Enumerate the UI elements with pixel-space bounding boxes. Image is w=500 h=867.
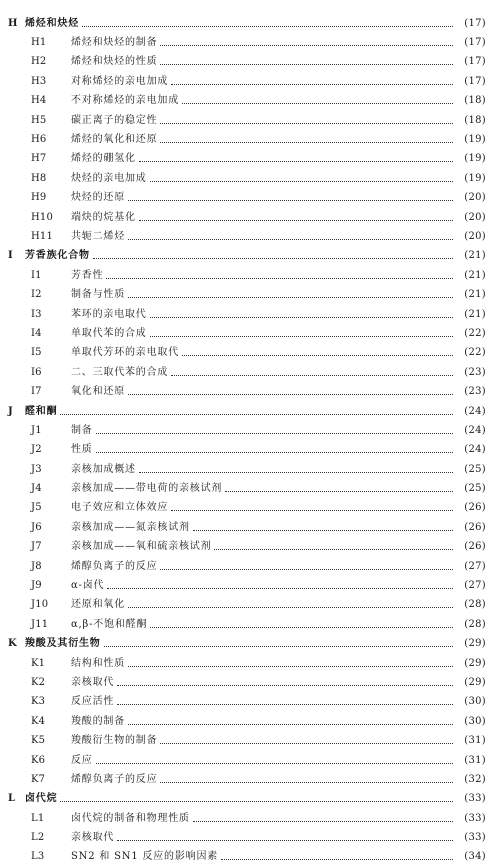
entry-code: H3: [31, 75, 47, 87]
entry-code: I2: [31, 289, 42, 301]
page-number: (33): [464, 832, 486, 844]
entry-code: J5: [31, 502, 42, 514]
entry-code: H6: [31, 134, 47, 146]
toc-entry-row[interactable]: [8, 557, 486, 576]
entry-code: K7: [31, 773, 46, 785]
dot-leader: [150, 626, 453, 628]
toc-entry-row[interactable]: [8, 809, 486, 828]
page-number: (32): [464, 773, 486, 785]
dot-leader: [160, 122, 453, 124]
entry-title: 电子效应和立体效应: [71, 502, 169, 514]
page-number: (21): [464, 250, 486, 262]
dot-leader: [150, 180, 453, 182]
section-code: K: [8, 638, 17, 650]
dot-leader: [106, 277, 453, 279]
toc-entry-row[interactable]: [8, 324, 486, 343]
dot-leader: [139, 160, 453, 162]
entry-code: K3: [31, 696, 46, 708]
page-number: (33): [464, 812, 486, 824]
toc-entry-row[interactable]: [8, 673, 486, 692]
entry-title: α-卤代: [71, 580, 105, 592]
entry-code: J9: [31, 580, 42, 592]
entry-code: K2: [31, 676, 46, 688]
page-number: (30): [464, 715, 486, 727]
dot-leader: [96, 762, 453, 764]
section-heading-row[interactable]: [8, 790, 486, 809]
dot-leader: [128, 665, 453, 667]
entry-title: 单取代苯的合成: [71, 327, 147, 339]
toc-entry-row[interactable]: [8, 33, 486, 52]
section-heading-row[interactable]: [8, 247, 486, 266]
entry-title: 烯烃和炔烃的制备: [71, 37, 158, 49]
section-code: L: [8, 793, 16, 805]
entry-code: J10: [31, 599, 49, 611]
entry-code: H7: [31, 153, 47, 165]
entry-code: I1: [31, 269, 42, 281]
toc-entry-row[interactable]: [8, 189, 486, 208]
section-heading-row[interactable]: [8, 14, 486, 33]
entry-title: 烯烃的硼氢化: [71, 153, 136, 165]
entry-title: 结构和性质: [71, 657, 125, 669]
entry-title: 亲核加成概述: [71, 463, 136, 475]
toc-entry-row[interactable]: [8, 53, 486, 72]
entry-code: H10: [31, 211, 54, 223]
section-code: H: [8, 17, 18, 29]
entry-code: K6: [31, 754, 46, 766]
entry-title: 炔烃的还原: [71, 192, 125, 204]
entry-title: 还原和氧化: [71, 599, 125, 611]
toc-entry-row[interactable]: [8, 693, 486, 712]
entry-code: I5: [31, 347, 42, 359]
entry-title: 对称烯烃的亲电加成: [71, 75, 169, 87]
page-number: (20): [464, 230, 486, 242]
entry-title: 亲核加成——带电荷的亲核试剂: [71, 483, 223, 495]
section-code: I: [8, 250, 13, 262]
entry-title: 亲核取代: [71, 832, 115, 844]
dot-leader: [128, 199, 453, 201]
entry-code: I7: [31, 386, 42, 398]
dot-leader: [182, 354, 453, 356]
dot-leader: [128, 393, 453, 395]
entry-code: J4: [31, 483, 42, 495]
entry-code: J6: [31, 521, 42, 533]
entry-title: 羧酸的制备: [71, 715, 125, 727]
entry-code: L2: [31, 832, 45, 844]
dot-leader: [104, 645, 453, 647]
page-number: (30): [464, 696, 486, 708]
entry-code: H9: [31, 192, 47, 204]
entry-title: 炔烃的亲电加成: [71, 172, 147, 184]
page-number: (28): [464, 599, 486, 611]
page-number: (24): [464, 405, 486, 417]
dot-leader: [117, 684, 453, 686]
page-number: (26): [464, 502, 486, 514]
entry-title: 端炔的烷基化: [71, 211, 136, 223]
section-heading-row[interactable]: [8, 635, 486, 654]
page-number: (22): [464, 327, 486, 339]
toc-entry-row[interactable]: [8, 596, 486, 615]
dot-leader: [96, 451, 453, 453]
entry-code: J1: [31, 424, 42, 436]
entry-code: K5: [31, 735, 46, 747]
page-number: (27): [464, 560, 486, 572]
dot-leader: [193, 529, 453, 531]
toc-entry-row[interactable]: [8, 130, 486, 149]
page-number: (28): [464, 618, 486, 630]
page-number: (18): [464, 95, 486, 107]
toc-entry-row[interactable]: [8, 848, 486, 867]
dot-leader: [128, 238, 453, 240]
dot-leader: [193, 820, 453, 822]
entry-code: K4: [31, 715, 46, 727]
section-title: 芳香族化合物: [25, 250, 90, 262]
page-number: (17): [464, 56, 486, 68]
dot-leader: [60, 800, 453, 802]
page-number: (24): [464, 424, 486, 436]
entry-title: 亲核加成——氧和硫亲核试剂: [71, 541, 212, 553]
dot-leader: [139, 471, 453, 473]
dot-leader: [214, 548, 453, 550]
toc-entry-row[interactable]: [8, 499, 486, 518]
page-number: (22): [464, 347, 486, 359]
entry-code: L3: [31, 851, 45, 863]
page-number: (27): [464, 580, 486, 592]
toc-entry-row[interactable]: [8, 828, 486, 847]
section-heading-row[interactable]: [8, 402, 486, 421]
entry-code: J8: [31, 560, 42, 572]
entry-code: J7: [31, 541, 42, 553]
section-title: 烯烃和炔烃: [25, 17, 79, 29]
page-number: (26): [464, 541, 486, 553]
dot-leader: [171, 83, 453, 85]
page-number: (29): [464, 676, 486, 688]
page-number: (31): [464, 754, 486, 766]
entry-code: H4: [31, 95, 47, 107]
dot-leader: [160, 44, 453, 46]
toc-entry-row[interactable]: [8, 208, 486, 227]
dot-leader: [150, 316, 453, 318]
page-number: (34): [464, 851, 486, 863]
entry-code: H1: [31, 37, 47, 49]
entry-title: 氧化和还原: [71, 386, 125, 398]
toc-entry-row[interactable]: [8, 712, 486, 731]
toc-entry-row[interactable]: [8, 421, 486, 440]
entry-title: 烯醇负离子的反应: [71, 773, 158, 785]
dot-leader: [171, 374, 453, 376]
entry-title: 芳香性: [71, 269, 104, 281]
page-number: (26): [464, 521, 486, 533]
dot-leader: [160, 568, 453, 570]
entry-title: 碳正离子的稳定性: [71, 114, 158, 126]
entry-code: K1: [31, 657, 46, 669]
dot-leader: [139, 219, 453, 221]
dot-leader: [160, 781, 453, 783]
toc-entry-row[interactable]: [8, 615, 486, 634]
entry-title: 亲核加成——氮亲核试剂: [71, 521, 190, 533]
toc-entry-row[interactable]: [8, 344, 486, 363]
dot-leader: [171, 509, 453, 511]
entry-title: 羧酸衍生物的制备: [71, 735, 158, 747]
entry-title: 烯烃的氧化和还原: [71, 134, 158, 146]
entry-title: 单取代芳环的亲电取代: [71, 347, 179, 359]
toc-entry-row[interactable]: [8, 72, 486, 91]
dot-leader: [82, 25, 453, 27]
toc-entry-row[interactable]: [8, 363, 486, 382]
page-number: (21): [464, 289, 486, 301]
toc-entry-row[interactable]: [8, 150, 486, 169]
entry-code: H11: [31, 230, 54, 242]
toc-entry-row[interactable]: [8, 654, 486, 673]
page-number: (23): [464, 386, 486, 398]
page-number: (29): [464, 657, 486, 669]
entry-code: H2: [31, 56, 47, 68]
toc-entry-row[interactable]: [8, 111, 486, 130]
dot-leader: [225, 490, 453, 492]
dot-leader: [128, 296, 453, 298]
dot-leader: [60, 413, 453, 415]
toc-entry-row[interactable]: [8, 227, 486, 246]
dot-leader: [96, 432, 453, 434]
toc-entry-row[interactable]: [8, 169, 486, 188]
toc-entry-row[interactable]: [8, 576, 486, 595]
entry-title: 烯醇负离子的反应: [71, 560, 158, 572]
page-number: (24): [464, 444, 486, 456]
entry-code: I4: [31, 327, 42, 339]
entry-code: H5: [31, 114, 47, 126]
dot-leader: [117, 703, 453, 705]
toc-entry-row[interactable]: [8, 770, 486, 789]
entry-code: J11: [31, 618, 49, 630]
page-number: (17): [464, 37, 486, 49]
page-number: (19): [464, 153, 486, 165]
entry-code: L1: [31, 812, 45, 824]
entry-code: H8: [31, 172, 47, 184]
entry-title: 苯环的亲电取代: [71, 308, 147, 320]
toc-entry-row[interactable]: [8, 479, 486, 498]
page-number: (18): [464, 114, 486, 126]
toc-entry-row[interactable]: [8, 305, 486, 324]
dot-leader: [128, 723, 453, 725]
toc-entry-row[interactable]: [8, 382, 486, 401]
page-number: (23): [464, 366, 486, 378]
page-number: (21): [464, 269, 486, 281]
entry-title: 烯烃和炔烃的性质: [71, 56, 158, 68]
entry-code: J3: [31, 463, 42, 475]
dot-leader: [150, 335, 453, 337]
page-number: (25): [464, 483, 486, 495]
toc-entry-row[interactable]: [8, 285, 486, 304]
entry-title: SN2 和 SN1 反应的影响因素: [71, 851, 219, 863]
entry-title: 二、三取代苯的合成: [71, 366, 169, 378]
toc-entry-row[interactable]: [8, 266, 486, 285]
toc-entry-row[interactable]: [8, 731, 486, 750]
dot-leader: [160, 742, 453, 744]
page-number: (29): [464, 638, 486, 650]
entry-title: 制备与性质: [71, 289, 125, 301]
entry-title: 制备: [71, 424, 93, 436]
entry-title: 共轭二烯烃: [71, 230, 125, 242]
entry-title: 反应: [71, 754, 93, 766]
entry-title: 卤代烷的制备和物理性质: [71, 812, 190, 824]
page-number: (20): [464, 211, 486, 223]
section-code: J: [8, 405, 13, 417]
section-title: 卤代烷: [25, 793, 58, 805]
toc-entry-row[interactable]: [8, 460, 486, 479]
entry-code: J2: [31, 444, 42, 456]
page-number: (19): [464, 172, 486, 184]
section-title: 羧酸及其衍生物: [25, 638, 101, 650]
page-number: (17): [464, 17, 486, 29]
toc-entry-row[interactable]: [8, 751, 486, 770]
dot-leader: [128, 606, 453, 608]
page-number: (25): [464, 463, 486, 475]
toc-entry-row[interactable]: [8, 518, 486, 537]
page-number: (17): [464, 75, 486, 87]
table-of-contents: [8, 14, 486, 867]
page-number: (20): [464, 192, 486, 204]
toc-entry-row[interactable]: [8, 92, 486, 111]
page-number: (19): [464, 134, 486, 146]
entry-title: 不对称烯烃的亲电加成: [71, 95, 179, 107]
entry-code: I6: [31, 366, 42, 378]
dot-leader: [93, 257, 453, 259]
dot-leader: [182, 102, 453, 104]
dot-leader: [160, 141, 453, 143]
page-number: (21): [464, 308, 486, 320]
toc-entry-row[interactable]: [8, 441, 486, 460]
page-number: (31): [464, 735, 486, 747]
toc-entry-row[interactable]: [8, 538, 486, 557]
dot-leader: [117, 839, 453, 841]
entry-title: 反应活性: [71, 696, 115, 708]
section-title: 醛和酮: [25, 405, 58, 417]
dot-leader: [160, 63, 453, 65]
page-number: (33): [464, 793, 486, 805]
dot-leader: [221, 858, 453, 860]
entry-code: I3: [31, 308, 42, 320]
entry-title: 亲核取代: [71, 676, 115, 688]
entry-title: α,β-不饱和醛酮: [71, 618, 148, 630]
entry-title: 性质: [71, 444, 93, 456]
dot-leader: [107, 587, 453, 589]
